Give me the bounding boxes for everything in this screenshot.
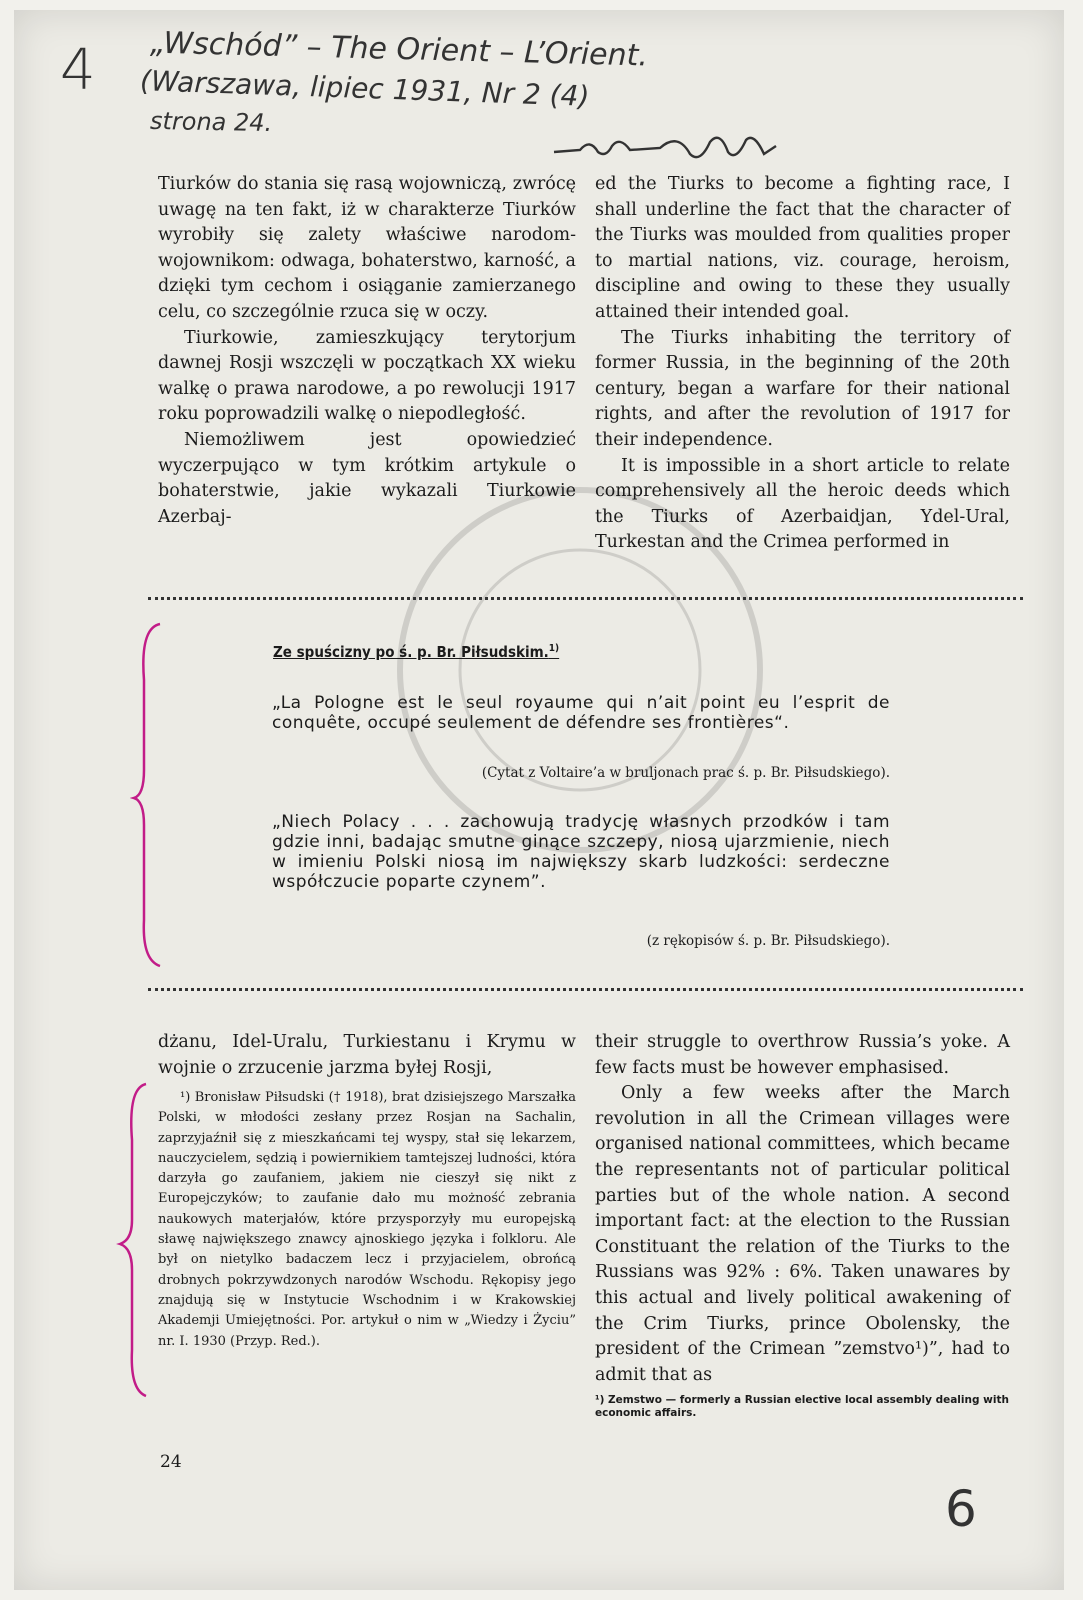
handwritten-source-line2: (Warszawa, lipiec 1931, Nr 2 (4) (139, 64, 590, 113)
footnote-text: ¹) Bronisław Piłsudski († 1918), brat dzisiejszego Marszałka Polski, w młodości zesłany przez Rosjan na Sachalin, zaprzyjaźnił się z mieszkańcami tej wyspy, stał się lekarzem, nauczycielem, sędzią i powiernikiem tamtejszej ludności, która darzyła go zaufaniem, jakiem nie cieszył się nikt z Europejczyków; to zaufanie dało mu możność zebrania naukowych materjałów, które przysporzyły mu europejską sławę największego znawcy ajnoskiego języka i folkloru. Ale był on nietylko badaczem lecz i przyjacielem, obrońcą drobnych pokrzywdzonych narodów Wschodu. Rękopisy jego znajdują się w Instytucie Wschodnim i w Krakowskiej Akademji Umiejętności. Por. artykuł o nim w „Wiedzy i Życiu” nr. I. 1930 (Przyp. Red.). (158, 1090, 576, 1349)
paragraph: Tiurkowie, zamieszkujący terytorjum dawnej Rosji wszczęli w początkach XX wieku walkę o prawa narodowe, a po rewolucji 1917 roku poprowadzili walkę o niepodległość. (158, 327, 576, 425)
cite-voltaire: (Cytat z Voltaire’a w bruljonach prac ś. p. Br. Piłsudskiego). (481, 765, 890, 781)
bottom-left-column: dżanu, Idel-Uralu, Turkiestanu i Krymu w wojnie o zrzucenie jarzma byłej Rosji, (158, 1032, 576, 1078)
heading-text: Ze spuścizny po ś. p. Br. Piłsudskim. (273, 643, 549, 661)
handwritten-signature (550, 128, 780, 168)
cite-pilsudski: (z rękopisów ś. p. Br. Piłsudskiego). (646, 933, 890, 949)
margin-brace-top (130, 620, 170, 970)
dotted-rule-top (148, 597, 1023, 600)
paragraph: ed the Tiurks to become a fighting race, I shall underline the fact that the character of the Tiurks was moulded from qualities proper to martial nations, viz. courage, heroism, discipline and owing to these they usually attained their intended goal. (595, 174, 1010, 322)
dotted-rule-bottom (148, 988, 1023, 991)
footnote-polish (158, 1088, 576, 1352)
quote-voltaire: „La Pologne est le seul royaume qui n’ait point eu l’esprit de conquête, occupé seulement de défendre ses frontières“. (272, 693, 890, 733)
footnote-english: ¹) Zemstwo — formerly a Russian elective local assembly dealing with economic affairs. (595, 1394, 1009, 1419)
quote-pilsudski: „Niech Polacy . . . zachowują tradycję własnych przodków i tam gdzie inni, badając smutne ginące szczepy, niosą ujarzmienie, niech w imieniu Polski niosą im największy skarb ludzkości: serdeczne współczucie poparte czynem”. (272, 812, 890, 892)
handwritten-page-number: 4 (60, 38, 96, 103)
handwritten-source-line3: strona 24. (149, 106, 273, 138)
top-right-column (595, 172, 1010, 556)
paragraph: It is impossible in a short article to relate comprehensively all the heroic deeds which the Tiurks of Azerbaidjan, Ydel-Ural, Turkestan and the Crimea performed in (595, 455, 1010, 553)
top-left-column (158, 172, 576, 530)
paragraph: The Tiurks inhabiting the territory of former Russia, in the beginning of the 20th century, began a warfare for their national rights, and after the revolution of 1917 for their independence. (595, 327, 1010, 450)
bottom-right-column (595, 1030, 1010, 1388)
handwritten-number-bottom: 6 (945, 1480, 977, 1538)
paragraph: their struggle to overthrow Russia’s yoke. A few facts must be however emphasised. (595, 1032, 1010, 1078)
paragraph: Tiurków do stania się rasą wojowniczą, zwrócę uwagę na ten fakt, iż w charakterze Tiurków wyrobiły się zalety właściwe narodom-wojownikom: odwaga, bohaterstwo, karność, a dzięki tym cechom i osiąganie zamierzanego celu, co szczególnie rzuca się w oczy. (158, 174, 576, 322)
page-number: 24 (160, 1452, 182, 1472)
paragraph: Only a few weeks after the March revolution in all the Crimean villages were organised national committees, which became the representants not of particular political parties but of the whole nation. A second important fact: at the election to the Russian Constituant the relation of the Tiurks to the Russians was 92% : 6%. Taken unawares by this actual and lively political awakening of the Crim Tiurks, prince Obolensky, the president of the Crimean ”zemstvo¹)”, had to admit that as (595, 1083, 1010, 1385)
footnote-mark: 1) (548, 643, 560, 654)
paragraph: Niemożliwem jest opowiedzieć wyczerpująco w tym krótkim artykule o bohaterstwie, jakie wykazali Tiurkowie Azerbaj- (158, 429, 576, 527)
box-heading (273, 643, 559, 661)
handwritten-source-line1: „Wschód” – The Orient – L’Orient. (149, 25, 649, 74)
margin-brace-bottom (116, 1080, 156, 1400)
